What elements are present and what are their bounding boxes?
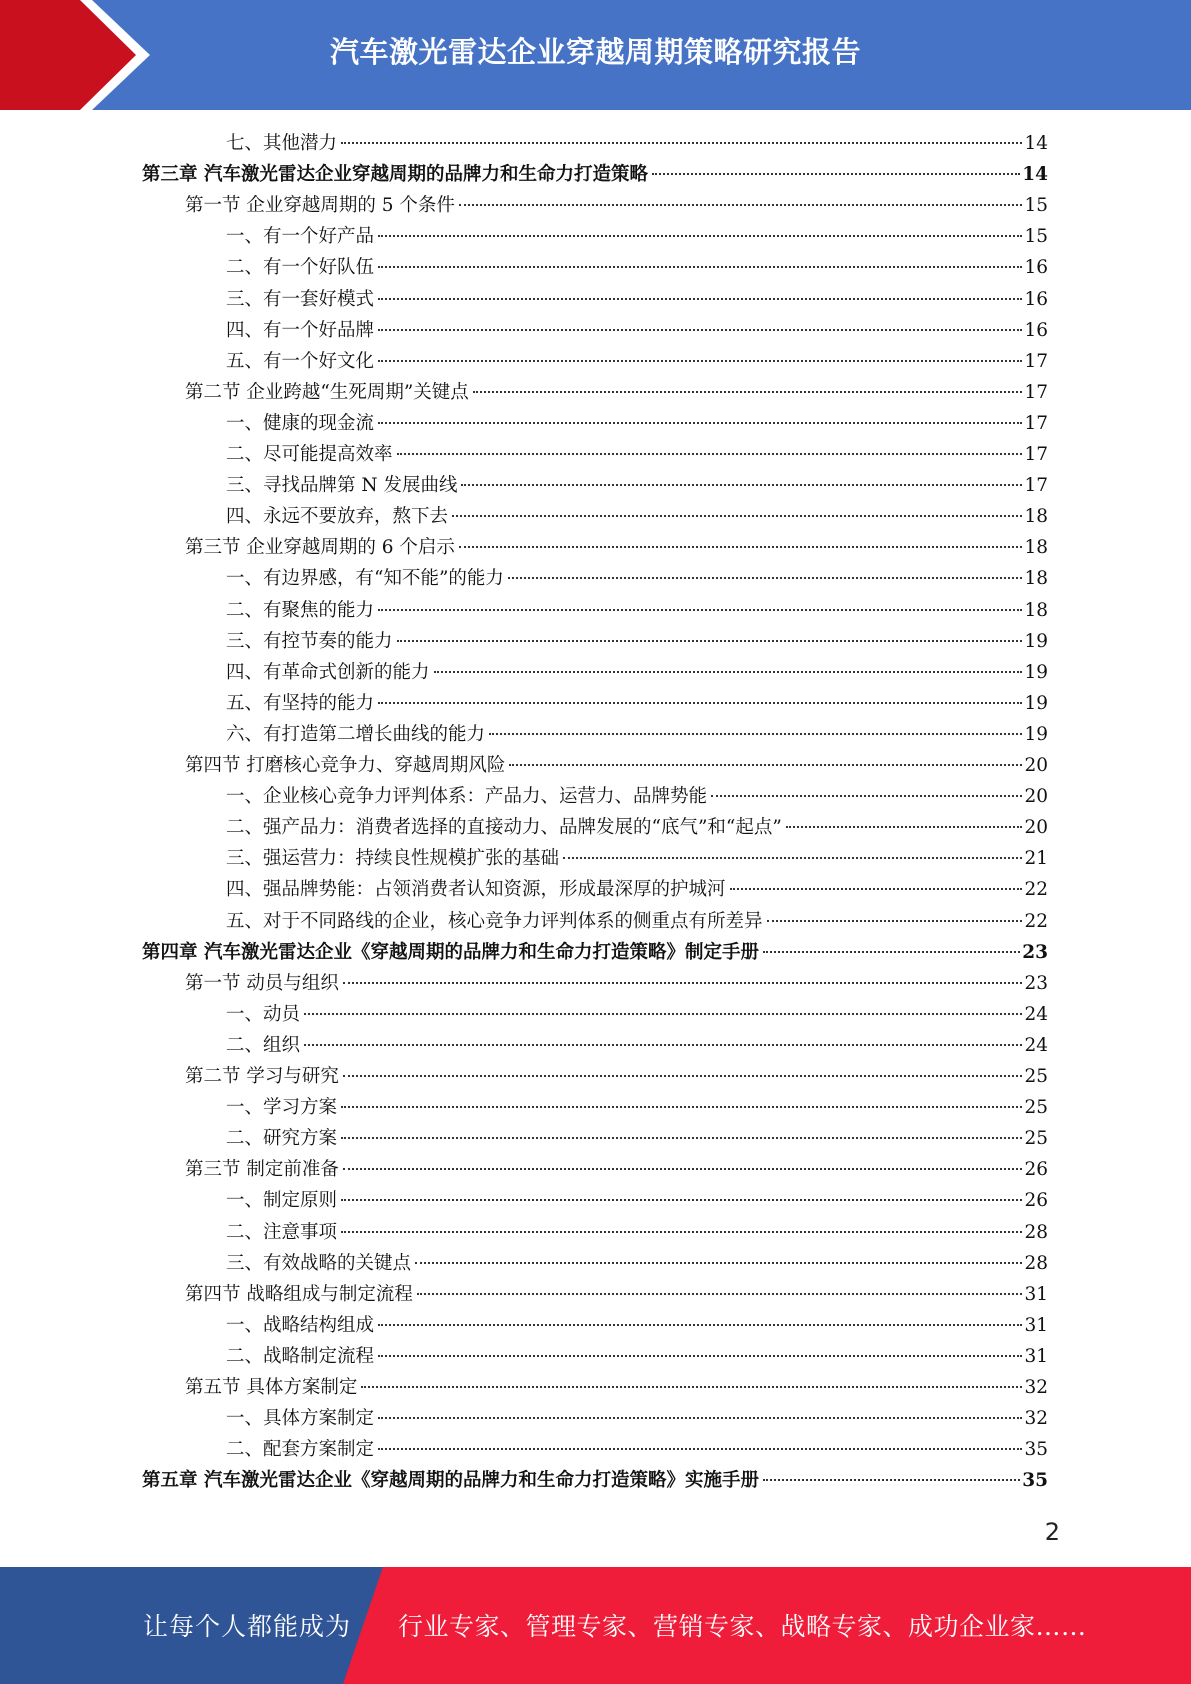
toc-chapter-entry[interactable]: [142, 1465, 1048, 1496]
toc-entry-label: 二、研究方案: [226, 1128, 338, 1150]
toc-dot-leader: [459, 545, 1023, 548]
toc-entry-label: 一、战略结构组成: [226, 1314, 375, 1336]
toc-entry-page: 16: [1024, 257, 1048, 279]
toc-item-entry[interactable]: [226, 906, 1048, 937]
toc-entry-page: 18: [1024, 506, 1048, 528]
toc-entry-label: 三、强运营力：持续良性规模扩张的基础: [226, 848, 560, 870]
toc-entry-label: 第三节 企业穿越周期的 6 个启示: [185, 537, 455, 559]
toc-dot-leader: [341, 1230, 1022, 1233]
toc-item-entry[interactable]: [226, 626, 1048, 657]
toc-entry-label: 二、有一个好队伍: [226, 257, 375, 279]
toc-entry-page: 15: [1024, 226, 1048, 248]
toc-dot-leader: [397, 639, 1023, 642]
toc-entry-label: 二、配套方案制定: [226, 1439, 375, 1461]
toc-entry-page: 17: [1024, 412, 1048, 434]
toc-item-entry[interactable]: [226, 1092, 1048, 1123]
toc-entry-label: 二、尽可能提高效率: [226, 444, 393, 465]
toc-entry-label: 四、有一个好品牌: [226, 319, 375, 341]
toc-entry-page: 21: [1024, 848, 1048, 870]
toc-item-entry[interactable]: [226, 221, 1048, 252]
toc-entry-label: 一、企业核心竞争力评判体系：产品力、运营力、品牌势能: [226, 786, 708, 808]
toc-entry-page: 25: [1024, 1128, 1048, 1150]
toc-entry-label: 第三节 制定前准备: [185, 1159, 339, 1181]
toc-item-entry[interactable]: [226, 1030, 1048, 1061]
toc-dot-leader: [415, 1261, 1022, 1264]
toc-dot-leader: [378, 1354, 1022, 1357]
toc-item-entry[interactable]: [226, 1248, 1048, 1279]
toc-dot-leader: [763, 950, 1020, 953]
toc-entry-page: 19: [1024, 630, 1048, 652]
toc-dot-leader: [711, 794, 1022, 797]
footer-slogan-right: 行业专家、管理专家、营销专家、战略专家、成功企业家……: [398, 1612, 1087, 1641]
toc-entry-page: 23: [1024, 972, 1048, 994]
toc-entry-page: 35: [1022, 1470, 1048, 1492]
toc-item-entry[interactable]: [226, 719, 1048, 750]
toc-chapter-entry[interactable]: [142, 937, 1048, 968]
toc-dot-leader: [378, 234, 1022, 237]
toc-dot-leader: [459, 203, 1023, 206]
toc-section-entry[interactable]: [185, 1279, 1048, 1310]
toc-dot-leader: [378, 421, 1022, 424]
toc-entry-page: 23: [1022, 941, 1048, 963]
toc-entry-label: 第二节 学习与研究: [185, 1066, 339, 1087]
toc-entry-page: 28: [1024, 1221, 1048, 1243]
toc-entry-page: 22: [1024, 910, 1048, 932]
toc-item-entry[interactable]: [226, 284, 1048, 315]
toc-entry-label: 第一节 企业穿越周期的 5 个条件: [185, 195, 455, 217]
toc-entry-page: 35: [1024, 1439, 1048, 1461]
toc-entry-label: 三、有控节奏的能力: [226, 630, 393, 652]
toc-item-entry[interactable]: [226, 128, 1048, 159]
toc-entry-label: 四、永远不要放弃，熬下去: [226, 506, 449, 528]
toc-entry-page: 25: [1024, 1066, 1048, 1087]
toc-item-entry[interactable]: [226, 1403, 1048, 1434]
toc-entry-label: 三、有效战略的关键点: [226, 1252, 412, 1274]
toc-entry-label: 一、有一个好产品: [226, 226, 375, 248]
toc-entry-page: 24: [1024, 1003, 1048, 1025]
toc-entry-label: 一、具体方案制定: [226, 1408, 375, 1430]
toc-entry-page: 19: [1024, 723, 1048, 745]
toc-dot-leader: [452, 514, 1022, 517]
toc-dot-leader: [378, 1447, 1022, 1450]
toc-entry-label: 二、战略制定流程: [226, 1345, 375, 1367]
toc-entry-page: 20: [1024, 786, 1048, 808]
toc-entry-page: 31: [1024, 1283, 1048, 1305]
toc-dot-leader: [397, 452, 1023, 455]
toc-entry-label: 第五节 具体方案制定: [185, 1377, 358, 1398]
toc-entry-label: 一、动员: [226, 1003, 301, 1025]
toc-entry-label: 三、有一套好模式: [226, 288, 375, 310]
toc-item-entry[interactable]: [226, 408, 1048, 439]
toc-item-entry[interactable]: [226, 439, 1048, 470]
toc-dot-leader: [304, 1012, 1022, 1015]
toc-item-entry[interactable]: [226, 1341, 1048, 1372]
toc-entry-page: 16: [1024, 288, 1048, 310]
toc-item-entry[interactable]: [226, 1434, 1048, 1465]
toc-dot-leader: [378, 359, 1022, 362]
toc-entry-label: 第二节 企业跨越“生死周期”关键点: [185, 381, 469, 403]
toc-dot-leader: [343, 981, 1023, 984]
toc-section-entry[interactable]: [185, 968, 1048, 999]
toc-dot-leader: [341, 1105, 1022, 1108]
toc-item-entry[interactable]: [226, 563, 1048, 594]
toc-entry-label: 一、制定原则: [226, 1190, 338, 1212]
toc-section-entry[interactable]: [185, 1372, 1048, 1403]
toc-item-entry[interactable]: [226, 1310, 1048, 1341]
toc-item-entry[interactable]: [226, 1123, 1048, 1154]
toc-section-entry[interactable]: [185, 750, 1048, 781]
toc-entry-label: 四、有革命式创新的能力: [226, 661, 430, 683]
toc-section-entry[interactable]: [185, 532, 1048, 563]
toc-dot-leader: [378, 265, 1022, 268]
toc-dot-leader: [730, 887, 1023, 890]
toc-entry-label: 第四节 战略组成与制定流程: [185, 1283, 413, 1305]
toc-dot-leader: [341, 1198, 1022, 1201]
toc-entry-page: 15: [1024, 195, 1048, 217]
toc-dot-leader: [763, 1478, 1020, 1481]
toc-item-entry[interactable]: [226, 315, 1048, 346]
toc-dot-leader: [343, 1074, 1023, 1077]
toc-item-entry[interactable]: [226, 470, 1048, 501]
toc-entry-page: 25: [1024, 1097, 1048, 1119]
toc-entry-label: 二、注意事项: [226, 1221, 338, 1243]
toc-entry-page: 24: [1024, 1034, 1048, 1056]
toc-section-entry[interactable]: [185, 377, 1048, 408]
toc-entry-label: 一、健康的现金流: [226, 412, 375, 434]
toc-entry-page: 20: [1024, 817, 1048, 839]
toc-item-entry[interactable]: [226, 781, 1048, 812]
page-footer: [0, 1567, 1191, 1684]
toc-entry-label: 一、有边界感，有“知不能”的能力: [226, 568, 504, 590]
toc-entry-page: 32: [1024, 1377, 1048, 1398]
toc-entry-page: 22: [1024, 879, 1048, 901]
toc-dot-leader: [378, 608, 1022, 611]
toc-chapter-entry[interactable]: [142, 159, 1048, 190]
toc-entry-label: 五、有坚持的能力: [226, 692, 375, 714]
toc-entry-label: 第四章 汽车激光雷达企业《穿越周期的品牌力和生命力打造策略》制定手册: [142, 941, 759, 963]
toc-entry-label: 七、其他潜力: [226, 133, 338, 154]
toc-dot-leader: [563, 856, 1022, 859]
toc-entry-page: 14: [1022, 164, 1048, 186]
toc-entry-page: 31: [1024, 1345, 1048, 1367]
toc-entry-page: 16: [1024, 319, 1048, 341]
toc-section-entry[interactable]: [185, 1154, 1048, 1185]
toc-entry-page: 20: [1024, 755, 1048, 776]
toc-dot-leader: [434, 670, 1023, 673]
toc-entry-label: 一、学习方案: [226, 1097, 338, 1119]
toc-item-entry[interactable]: [226, 843, 1048, 874]
toc-item-entry[interactable]: [226, 501, 1048, 532]
toc-entry-label: 三、寻找品牌第 N 发展曲线: [226, 475, 458, 497]
toc-entry-page: 26: [1024, 1190, 1048, 1212]
toc-entry-page: 18: [1024, 537, 1048, 559]
toc-dot-leader: [378, 328, 1022, 331]
toc-dot-leader: [378, 297, 1022, 300]
footer-slogan-left: 让每个人都能成为: [143, 1612, 352, 1641]
toc-dot-leader: [378, 1416, 1022, 1419]
toc-entry-page: 19: [1024, 661, 1048, 683]
toc-entry-label: 五、对于不同路线的企业，核心竞争力评判体系的侧重点有所差异: [226, 910, 763, 932]
toc-item-entry[interactable]: [226, 1217, 1048, 1248]
toc-item-entry[interactable]: [226, 812, 1048, 843]
toc-entry-page: 17: [1024, 381, 1048, 403]
report-title: 汽车激光雷达企业穿越周期策略研究报告: [329, 35, 861, 69]
toc-entry-label: 二、有聚焦的能力: [226, 599, 375, 621]
toc-dot-leader: [489, 732, 1022, 735]
toc-dot-leader: [786, 825, 1023, 828]
toc-dot-leader: [361, 1385, 1022, 1388]
toc-entry-label: 六、有打造第二增长曲线的能力: [226, 723, 486, 745]
toc-dot-leader: [652, 172, 1020, 175]
toc-item-entry[interactable]: [226, 1185, 1048, 1216]
toc-entry-page: 28: [1024, 1252, 1048, 1274]
toc-entry-label: 第三章 汽车激光雷达企业穿越周期的品牌力和生命力打造策略: [142, 164, 648, 186]
toc-dot-leader: [341, 1136, 1022, 1139]
toc-entry-label: 第四节 打磨核心竞争力、穿越周期风险: [185, 755, 506, 776]
page-number: 2: [1044, 1518, 1060, 1546]
toc-entry-page: 17: [1024, 444, 1048, 465]
toc-dot-leader: [509, 763, 1022, 766]
toc-entry-page: 18: [1024, 568, 1048, 590]
toc-dot-leader: [767, 919, 1023, 922]
toc-item-entry[interactable]: [226, 252, 1048, 283]
toc-entry-page: 14: [1024, 133, 1048, 154]
toc-item-entry[interactable]: [226, 595, 1048, 626]
toc-entry-page: 18: [1024, 599, 1048, 621]
toc-dot-leader: [378, 1323, 1022, 1326]
toc-dot-leader: [343, 1167, 1023, 1170]
toc-dot-leader: [304, 1043, 1022, 1046]
toc-entry-page: 32: [1024, 1408, 1048, 1430]
toc-section-entry[interactable]: [185, 1061, 1048, 1092]
toc-dot-leader: [508, 576, 1023, 579]
toc-item-entry[interactable]: [226, 657, 1048, 688]
toc-entry-page: 17: [1024, 350, 1048, 372]
toc-item-entry[interactable]: [226, 874, 1048, 905]
page-header: [0, 0, 1191, 110]
toc-dot-leader: [378, 701, 1022, 704]
toc-item-entry[interactable]: [226, 346, 1048, 377]
toc-entry-page: 17: [1024, 475, 1048, 497]
toc-dot-leader: [473, 390, 1023, 393]
toc-item-entry[interactable]: [226, 999, 1048, 1030]
toc-section-entry[interactable]: [185, 190, 1048, 221]
toc-entry-label: 第五章 汽车激光雷达企业《穿越周期的品牌力和生命力打造策略》实施手册: [142, 1470, 759, 1492]
toc-entry-label: 二、强产品力：消费者选择的直接动力、品牌发展的“底气”和“起点”: [226, 817, 782, 839]
toc-entry-label: 第一节 动员与组织: [185, 972, 339, 994]
toc-dot-leader: [341, 141, 1022, 144]
toc-entry-page: 31: [1024, 1314, 1048, 1336]
toc-entry-page: 19: [1024, 692, 1048, 714]
toc-item-entry[interactable]: [226, 688, 1048, 719]
toc-entry-label: 四、强品牌势能：占领消费者认知资源，形成最深厚的护城河: [226, 879, 726, 901]
toc-entry-page: 26: [1024, 1159, 1048, 1181]
toc-entry-label: 二、组织: [226, 1034, 301, 1056]
toc-dot-leader: [417, 1292, 1023, 1295]
toc-entry-label: 五、有一个好文化: [226, 350, 375, 372]
toc-dot-leader: [461, 483, 1022, 486]
